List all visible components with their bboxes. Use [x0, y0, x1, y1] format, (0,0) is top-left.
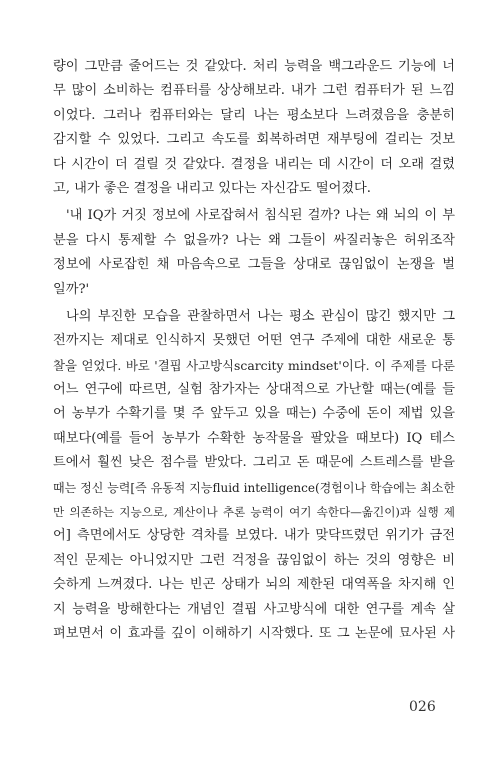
text-line: 찰을 얻었다. 바로 '결핍 사고방식scarcity mindset'이다. 이 주제를 다룬 [53, 357, 455, 373]
text-line: 때는 정신 능력[즉 유동적 지능fluid intelligence(경험이나 학습에는 최소한 [53, 480, 455, 495]
page-number: 026 [409, 699, 436, 715]
text-line: 이었다. 그러나 컴퓨터와는 달리 나는 평소보다 느려졌음을 충분히 [53, 107, 455, 123]
text-line: 전까지는 제대로 인식하지 못했던 어떤 연구 주제에 대한 새로운 통 [53, 333, 455, 349]
text-line: 때보다(예를 들어 농부가 수확한 농작물을 팔았을 때보다) IQ 테스 [53, 430, 455, 446]
text-line: 어느 연구에 따르면, 실험 참가자는 상대적으로 가난할 때는(예를 들 [53, 382, 455, 398]
text-line: 감지할 수 있었다. 그리고 속도를 회복하려면 재부팅에 걸리는 것보 [53, 132, 455, 148]
text-line: 나의 부진한 모습을 관찰하면서 나는 평소 관심이 많긴 했지만 그 [66, 308, 455, 324]
body-text [53, 55, 455, 646]
text-line: 만 의존하는 지능으로, 계산이나 추론 능력이 여기 속한다—옮긴이)과 실행 제 [53, 505, 455, 520]
text-line: '내 IQ가 거짓 정보에 사로잡혀서 침식된 걸까? 나는 왜 뇌의 이 부 [66, 208, 455, 224]
text-line: 정보에 사로잡힌 채 마음속으로 그들을 상대로 끊임없이 논쟁을 벌 [53, 257, 455, 273]
text-line: 트에서 훨씬 낮은 점수를 받았다. 그리고 돈 때문에 스트레스를 받을 [53, 455, 455, 471]
text-line: 량이 그만큼 줄어드는 것 같았다. 처리 능력을 백그라운드 기능에 너 [53, 59, 455, 74]
text-line: 어 농부가 수확기를 몇 주 앞두고 있을 때는) 수중에 돈이 제법 있을 [53, 406, 455, 422]
text-line: 일까?' [53, 281, 90, 297]
text-line: 어] 측면에서도 상당한 격차를 보였다. 내가 맞닥뜨렸던 위기가 금전 [53, 528, 455, 544]
text-line: 고, 내가 좋은 결정을 내리고 있다는 자신감도 떨어졌다. [53, 180, 371, 196]
text-line: 무 많이 소비하는 컴퓨터를 상상해보라. 내가 그런 컴퓨터가 된 느낌 [53, 83, 455, 99]
text-line: 적인 문제는 아니었지만 그런 걱정을 끊임없이 하는 것의 영향은 비 [53, 552, 455, 568]
text-line: 지 능력을 방해한다는 개념인 결핍 사고방식에 대한 연구를 계속 살 [53, 601, 455, 617]
text-line: 다 시간이 더 걸릴 것 같았다. 결정을 내리는 데 시간이 더 오래 걸렸 [53, 156, 455, 172]
text-line: 분을 다시 통제할 수 없을까? 나는 왜 그들이 싸질러놓은 허위조작 [53, 232, 455, 248]
text-line: 펴보면서 이 효과를 깊이 이해하기 시작했다. 또 그 논문에 묘사된 사 [53, 625, 455, 641]
text-line: 슷하게 느껴졌다. 나는 빈곤 상태가 뇌의 제한된 대역폭을 차지해 인 [53, 577, 455, 593]
